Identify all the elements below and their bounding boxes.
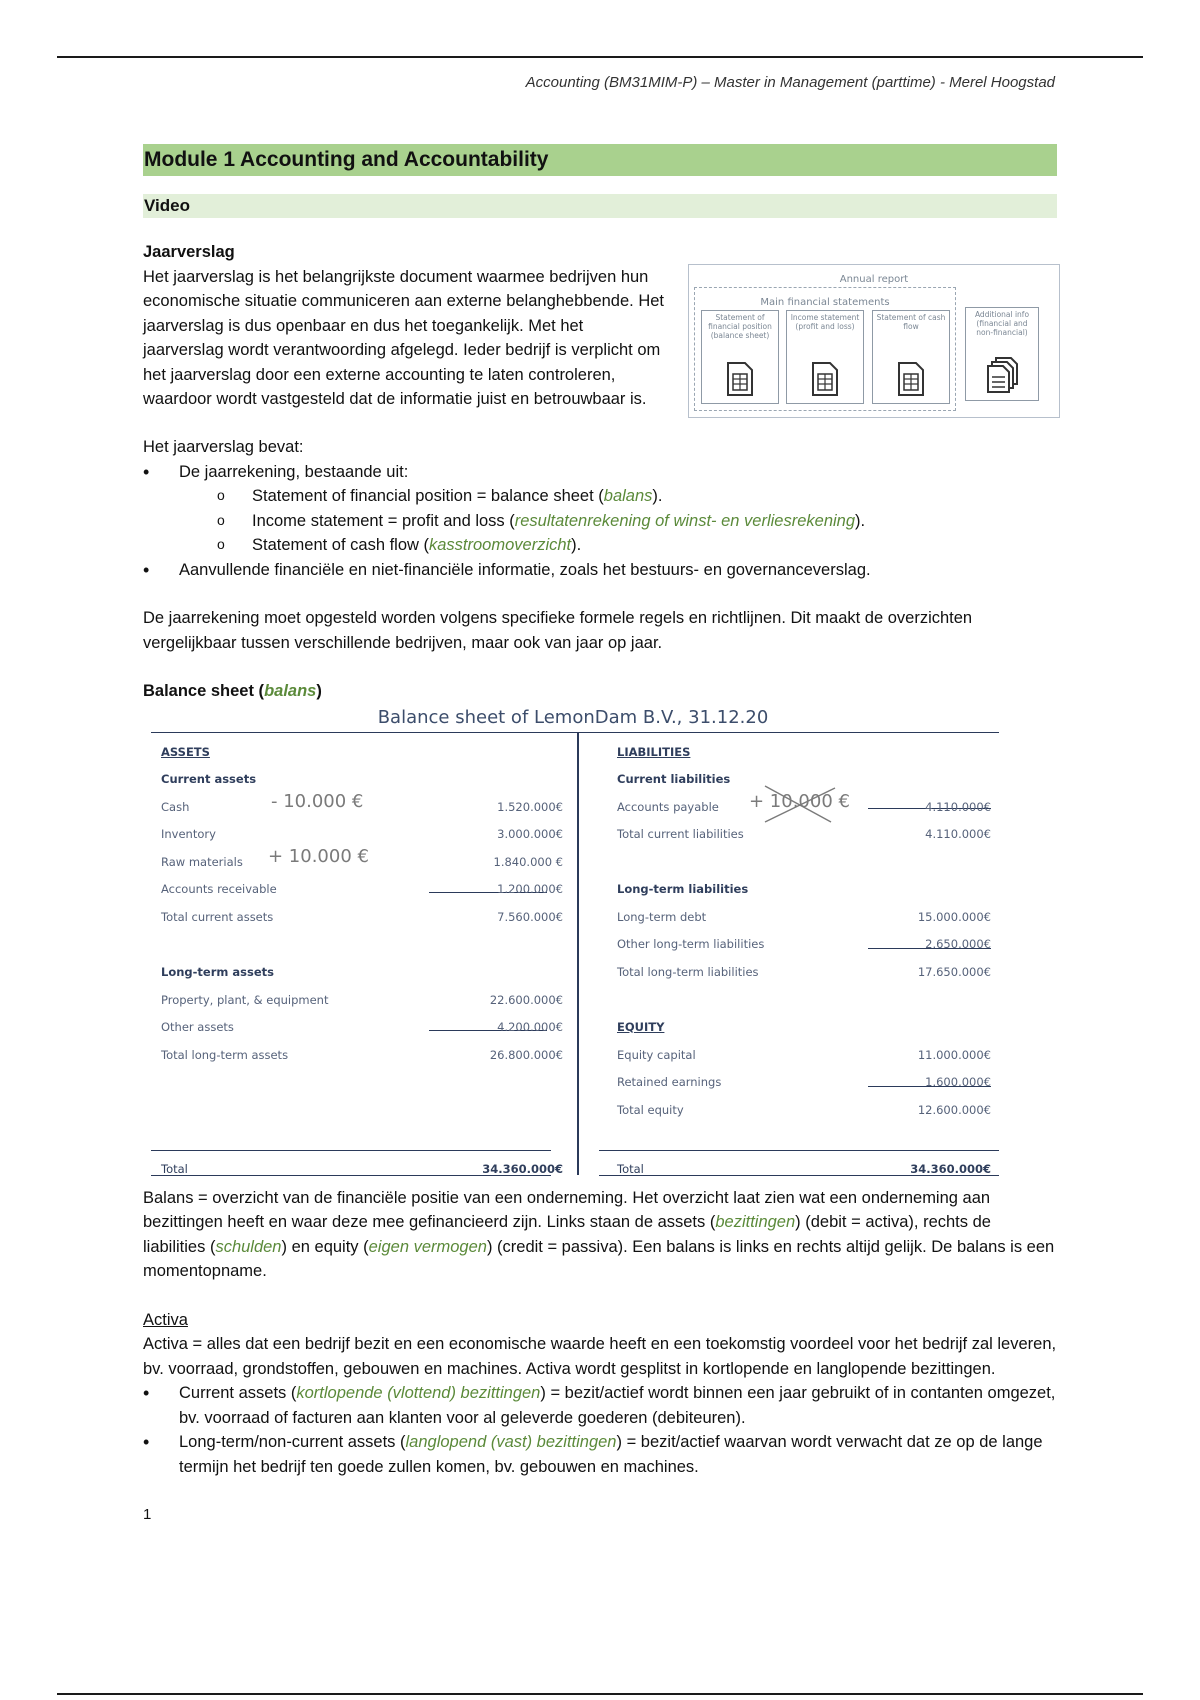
spreadsheet-icon [811, 361, 839, 397]
activa-list [143, 1381, 1057, 1479]
total-assets-value: 34.360.000€ [482, 1161, 563, 1176]
bullet-text: Aanvullende financiële en niet-financiële informatie, zoals het bestuurs- en governanceverslag. [179, 560, 871, 579]
dutch-term: eigen vermogen [368, 1237, 487, 1256]
closing-paragraph: De jaarrekening moet opgesteld worden volgens specifieke formele regels en richtlijnen. Dit maakt de overzichten vergelijkbaar tussen verschillende bedrijven, maar ook van jaar op jaar. [143, 609, 973, 652]
raw-materials-value: 1.840.000 € [493, 854, 563, 869]
assets-heading: ASSETS [161, 744, 210, 759]
statement-label: Income statement (profit and loss) [790, 313, 860, 331]
contents-list [143, 460, 1057, 583]
current-liabilities-heading: Current liabilities [617, 771, 731, 786]
text: ) (credit = passiva). Een balans is links en rechts altijd gelijk. De balans is een momentopname. [143, 1237, 1055, 1280]
intro-text [143, 240, 668, 412]
equity-heading: EQUITY [617, 1019, 665, 1034]
accounts-payable-annotation: + 10.000 € [749, 790, 850, 812]
total-long-term-assets-value: 26.800.000€ [489, 1047, 563, 1062]
equity-capital-label: Equity capital [617, 1047, 696, 1062]
sub-text-end: ). [855, 511, 866, 530]
balance-sheet-title: Balance sheet of LemonDam B.V., 31.12.20 [377, 706, 769, 728]
heading-text-end: ) [316, 682, 322, 700]
documents-stack-icon [986, 356, 1020, 394]
text: ) (debit = activa), rechts de liabilities ( [143, 1213, 991, 1256]
text: Long-term/non-current assets ( [179, 1433, 406, 1451]
total-liabilities-value: 34.360.000€ [910, 1161, 991, 1176]
total-long-term-liabilities-label: Total long-term liabilities [617, 964, 759, 979]
total-equity-label: Total equity [617, 1102, 684, 1117]
dutch-term: kasstroomoverzicht [429, 536, 572, 554]
total-liabilities-label: Total [617, 1161, 644, 1176]
activa-heading: Activa [143, 1310, 188, 1329]
long-term-debt-value: 15.000.000€ [917, 909, 991, 924]
statement-label: Statement of cash flow [876, 313, 946, 331]
contains-label: Het jaarverslag bevat: [143, 438, 304, 456]
statement-box-income [786, 310, 864, 404]
other-assets-value: 4.200.000€ [497, 1019, 563, 1034]
equity-capital-value: 11.000.000€ [917, 1047, 991, 1062]
spreadsheet-icon [897, 361, 925, 397]
main-statements-title: Main financial statements [760, 297, 890, 308]
dutch-term: kortlopende (vlottend) bezittingen [296, 1384, 541, 1402]
other-long-term-liabilities-value: 2.650.000€ [925, 936, 991, 951]
total-current-liabilities-value: 4.110.000€ [925, 826, 991, 841]
dutch-term: langlopend (vast) bezittingen [405, 1433, 617, 1451]
sub-text: Income statement = profit and loss ( [252, 511, 515, 530]
other-assets-label: Other assets [161, 1019, 234, 1034]
current-assets-heading: Current assets [161, 771, 257, 786]
list-item [143, 509, 1057, 534]
sub-text-end: ). [652, 487, 663, 505]
raw-materials-annotation: + 10.000 € [268, 845, 369, 867]
jaarverslag-heading: Jaarverslag [143, 243, 235, 261]
sub-list [143, 484, 1057, 558]
other-long-term-liabilities-label: Other long-term liabilities [617, 936, 765, 951]
retained-earnings-value: 1.600.000€ [925, 1074, 991, 1089]
long-term-debt-label: Long-term debt [617, 909, 707, 924]
cash-value: 1.520.000€ [497, 799, 563, 814]
dutch-term: balans [603, 487, 653, 505]
annual-report-diagram [688, 264, 1060, 418]
bullet-text: De jaarrekening, bestaande uit: [179, 462, 409, 481]
sub-text: Statement of financial position = balance sheet ( [252, 487, 604, 505]
balans-paragraph [143, 1186, 1057, 1284]
page-number: 1 [143, 1506, 152, 1523]
raw-materials-label: Raw materials [161, 854, 243, 869]
list-item [143, 1430, 1057, 1479]
total-long-term-liabilities-value: 17.650.000€ [917, 964, 991, 979]
list-item [143, 484, 1057, 509]
list-item [143, 533, 1057, 558]
list-item [143, 1381, 1057, 1430]
cash-annotation: - 10.000 € [271, 790, 364, 812]
additional-info-label: Additional info (financial and non-financial) [974, 310, 1030, 337]
list-item [143, 460, 1057, 558]
statement-label: Statement of financial position (balance sheet) [708, 313, 772, 340]
total-current-assets-label: Total current assets [161, 909, 274, 924]
retained-earnings-label: Retained earnings [617, 1074, 722, 1089]
text: ) = bezit/actief waarvan wordt verwacht dat ze op de lange termijn het bedrijf ten goede zullen komen, bv. gebouwen en machines. [179, 1433, 1043, 1476]
text: ) en equity ( [281, 1237, 369, 1256]
intro-section [143, 240, 1057, 435]
accounts-receivable-label: Accounts receivable [161, 881, 277, 896]
total-current-assets-value: 7.560.000€ [497, 909, 563, 924]
top-rule [57, 56, 1143, 58]
bottom-rule [57, 1693, 1143, 1695]
additional-info-box [965, 307, 1039, 401]
top-line [151, 732, 999, 734]
module-title: Module 1 Accounting and Accountability [143, 144, 1057, 176]
activa-paragraph: Activa = alles dat een bedrijf bezit en een economische waarde heeft en een toekomstig voordeel voor het bedrijf zal leveren, bv. voorraad, grondstoffen, gebouwen en machines. Activa wordt gesplitst in kortlopende en langlopende bezittingen. [143, 1335, 1057, 1378]
total-line-left [151, 1150, 551, 1152]
video-title: Video [143, 194, 1057, 218]
strike-through-mark [743, 782, 843, 826]
total-equity-value: 12.600.000€ [917, 1102, 991, 1117]
ppe-value: 22.600.000€ [489, 992, 563, 1007]
text: Balans = overzicht van de financiële positie van een onderneming. Het overzicht laat zien wat een onderneming aan bezittingen heeft en waar deze mee gefinancieerd zijn. Links staan de assets ( [143, 1188, 991, 1231]
dutch-term: bezittingen [715, 1213, 796, 1231]
jaarverslag-intro: Het jaarverslag is het belangrijkste document waarmee bedrijven hun economische situatie communiceren aan externe belanghebbende. Het jaarverslag is dus openbaar en dus het toegankelijk. Met het jaarverslag wordt verantwoording afgelegd. Ieder bedrijf is verplicht om het jaarverslag door een externe accounting te laten controleren, waardoor wordt vastgesteld dat de informatie juist en betrouwbaar is. [143, 267, 664, 408]
inventory-value: 3.000.000€ [497, 826, 563, 841]
annual-report-title: Annual report [839, 274, 909, 285]
heading-text: Balance sheet ( [143, 682, 265, 700]
dutch-term: schulden [215, 1237, 282, 1256]
sub-text-end: ). [571, 536, 582, 554]
cash-label: Cash [161, 799, 190, 814]
inventory-label: Inventory [161, 826, 216, 841]
total-assets-label: Total [161, 1161, 188, 1176]
sub-text: Statement of cash flow ( [252, 536, 429, 554]
long-term-assets-heading: Long-term assets [161, 964, 274, 979]
total-long-term-assets-label: Total long-term assets [161, 1047, 289, 1062]
liabilities-heading: LIABILITIES [617, 744, 691, 759]
dutch-term: resultatenrekening of winst- en verliesrekening [514, 511, 856, 530]
main-financial-statements-box [694, 287, 956, 411]
running-header: Accounting (BM31MIM-P) – Master in Management (parttime) - Merel Hoogstad [525, 74, 1055, 91]
text: Current assets ( [179, 1384, 297, 1402]
statement-box-balance [701, 310, 779, 404]
center-divider [577, 732, 579, 1175]
ppe-label: Property, plant, & equipment [161, 992, 329, 1007]
balance-sheet-figure [143, 706, 1057, 1186]
list-item [143, 558, 1057, 583]
accounts-payable-value: 4.110.000€ [925, 799, 991, 814]
statement-box-cashflow [872, 310, 950, 404]
dutch-term: balans [264, 682, 317, 700]
spreadsheet-icon [726, 361, 754, 397]
accounts-receivable-value: 1.200.000€ [497, 881, 563, 896]
long-term-liabilities-heading: Long-term liabilities [617, 881, 749, 896]
total-current-liabilities-label: Total current liabilities [617, 826, 744, 841]
balance-sheet-heading [143, 679, 1057, 704]
accounts-payable-label: Accounts payable [617, 799, 719, 814]
total-line-right [599, 1150, 999, 1152]
text: ) = bezit/actief wordt binnen een jaar gebruikt of in contanten omgezet, bv. voorraad of facturen aan klanten voor al geleverde goederen (debiteuren). [179, 1384, 1056, 1427]
page-content [143, 144, 1057, 1528]
